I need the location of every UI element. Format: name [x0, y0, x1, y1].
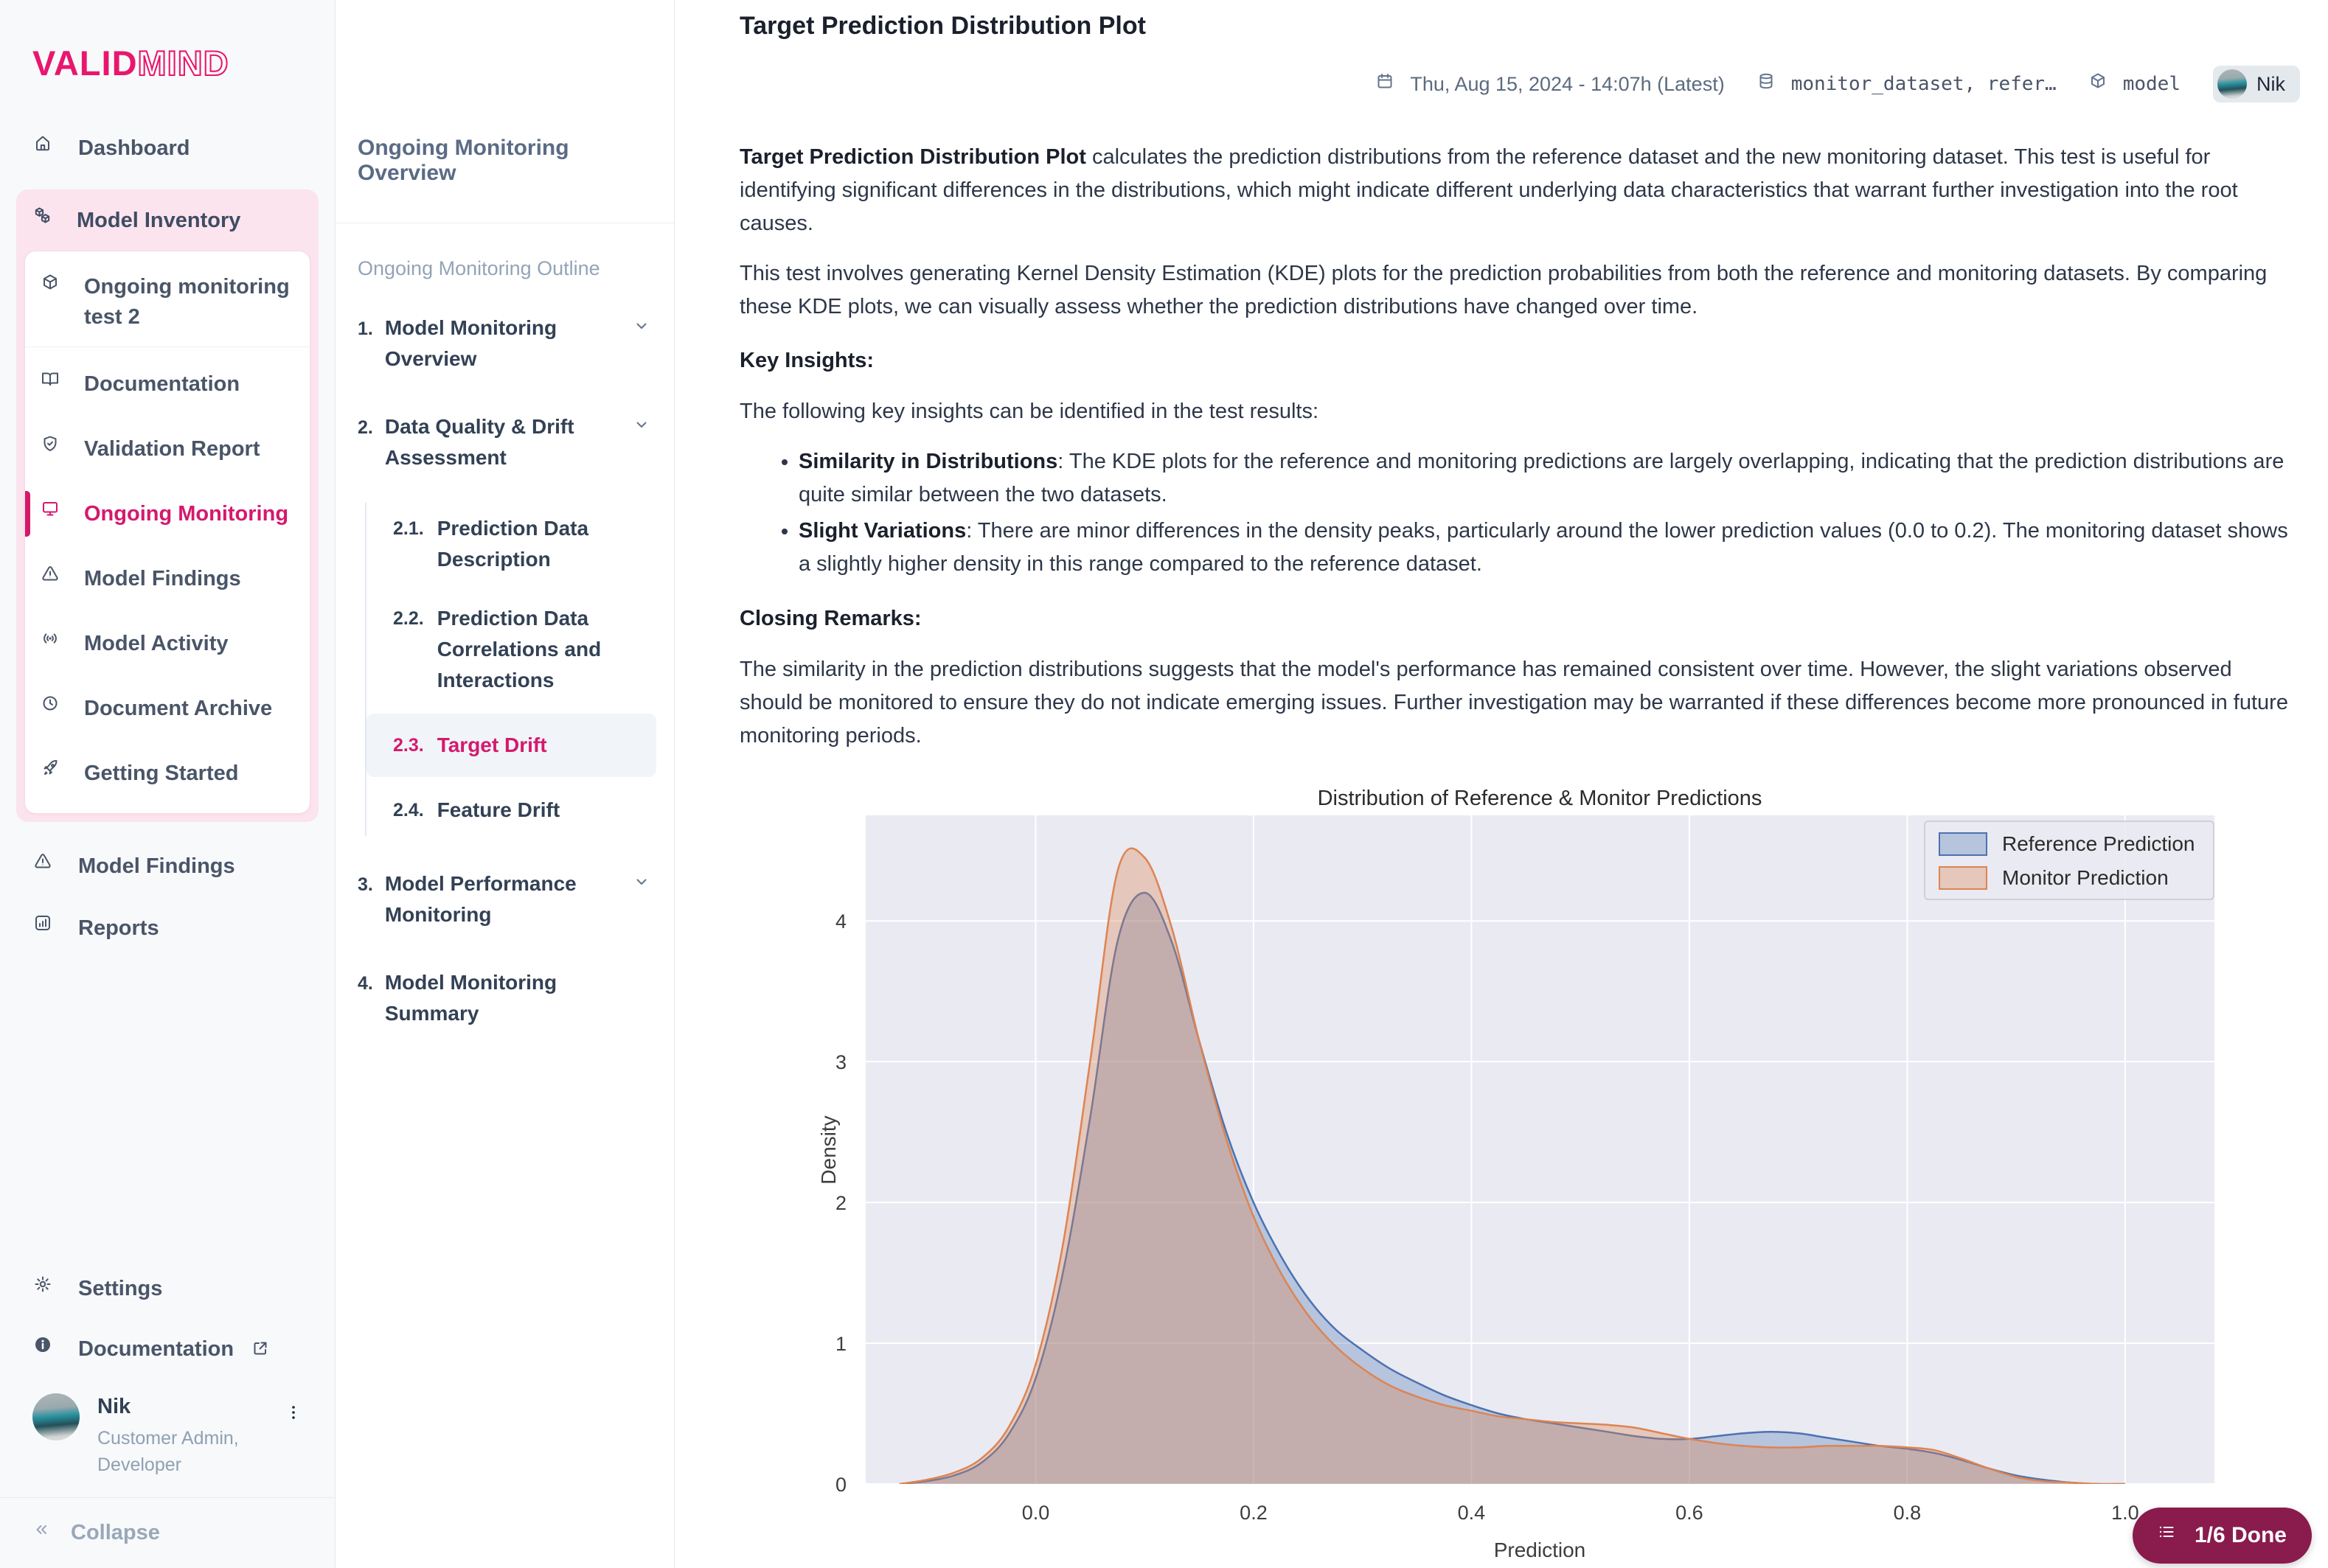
insight-item: • Slight Variations: There are minor differences in the density peaks, particularly around the lower prediction values (0.0 to 0.2). The monitoring dataset shows a slightly higher density in this range compared to the reference dataset.	[799, 515, 2300, 581]
chevron-down-icon[interactable]	[633, 416, 655, 438]
home-icon	[34, 134, 62, 162]
sidebar-item-ongoing-monitoring[interactable]	[25, 481, 310, 546]
warning-triangle-icon	[41, 565, 69, 593]
sidebar-item-label: Reports	[78, 916, 159, 940]
user-roles: Customer Admin, Developer	[97, 1427, 239, 1475]
shield-check-icon	[41, 435, 69, 463]
external-link-icon	[251, 1339, 272, 1360]
meta-row	[740, 66, 2300, 102]
main-content	[675, 0, 2328, 1568]
broadcast-icon	[41, 630, 69, 658]
sidebar-item-dashboard[interactable]	[0, 117, 335, 179]
warning-triangle-icon	[34, 852, 62, 880]
outline-item-label: Model Performance Monitoring	[384, 872, 577, 926]
user-info	[97, 1393, 239, 1479]
checklist-icon	[2158, 1523, 2183, 1548]
clock-icon	[41, 694, 69, 722]
outline-item-2-2[interactable]: 2.2. Prediction Data Correlations and Interactions	[366, 593, 656, 706]
intro-paragraph: Target Prediction Distribution Plot calculates the prediction distributions from the reference dataset and the new monitoring dataset. This test is useful for identifying significant differences in the distributions, which might indicate different underlying data characteristics that warrant further investigation into the root causes.	[740, 145, 2238, 236]
y-axis-label: Density	[817, 1115, 840, 1185]
logo-light: MIND	[137, 43, 229, 83]
legend-swatch-reference	[1939, 833, 1987, 855]
progress-done-label: 1/6 Done	[2194, 1523, 2287, 1547]
legend-label-monitor: Monitor Prediction	[2002, 865, 2169, 889]
kde-paragraph: This test involves generating Kernel Density Estimation (KDE) plots for the prediction probabilities from both the reference and monitoring datasets. By comparing these KDE plots, we can visually assess whether the prediction distributions have changed over time.	[740, 261, 2268, 318]
sidebar-item-getting-started[interactable]	[25, 741, 310, 806]
outline-panel-title: Ongoing Monitoring Overview	[358, 136, 569, 185]
insight-item: • Similarity in Distributions: The KDE plots for the reference and monitoring predictions are largely overlapping, indicating that the prediction distributions are quite similar between the two datasets.	[799, 445, 2300, 512]
outline-item-label: Prediction Data Correlations and Interactions	[437, 607, 602, 691]
outline-panel	[336, 0, 675, 1568]
svg-text:1.0: 1.0	[2111, 1501, 2139, 1524]
sidebar-item-label: Getting Started	[84, 761, 239, 785]
outline-item-1[interactable]: 1. Model Monitoring Overview	[358, 313, 656, 374]
user-profile[interactable]	[0, 1380, 335, 1498]
outline-sublist	[365, 503, 656, 836]
sidebar-item-label: Settings	[78, 1277, 163, 1300]
svg-text:2: 2	[835, 1191, 847, 1214]
collapse-label: Collapse	[71, 1521, 160, 1544]
book-icon	[41, 370, 69, 398]
sidebar-item-global-model-findings[interactable]	[0, 835, 335, 897]
bar-chart-icon	[34, 914, 62, 942]
avatar	[32, 1393, 80, 1440]
meta-date[interactable]	[1376, 72, 1724, 97]
monitor-icon	[41, 500, 69, 528]
svg-text:0: 0	[835, 1473, 847, 1496]
sidebar-item-document-archive[interactable]	[25, 676, 310, 741]
outline-list	[358, 313, 656, 1029]
package-icon	[2089, 72, 2113, 97]
chart-legend	[1925, 821, 2214, 899]
sidebar-item-model-name[interactable]	[25, 257, 310, 344]
sidebar-item-label: Ongoing Monitoring	[84, 501, 289, 526]
sidebar-item-settings[interactable]	[0, 1259, 335, 1320]
sidebar-item-validation-report[interactable]	[25, 417, 310, 481]
legend-label-reference: Reference Prediction	[2002, 832, 2195, 855]
outline-section-label: Ongoing Monitoring Outline	[358, 257, 600, 279]
key-insights-intro: The following key insights can be identified in the test results:	[740, 400, 1319, 424]
kde-chart-figure	[750, 786, 2300, 1568]
sidebar-item-reports[interactable]	[0, 897, 335, 959]
cube-icon	[41, 273, 69, 302]
sidebar-item-model-inventory[interactable]	[16, 189, 319, 251]
user-name: Nik	[97, 1394, 131, 1418]
database-icon	[1757, 72, 1782, 97]
svg-text:3: 3	[835, 1050, 847, 1073]
outline-item-2-1[interactable]: 2.1. Prediction Data Description	[366, 503, 656, 585]
svg-text:0.6: 0.6	[1675, 1501, 1703, 1524]
outline-item-2[interactable]: 2. Data Quality & Drift Assessment	[358, 411, 656, 473]
calendar-icon	[1376, 72, 1400, 97]
svg-text:0.4: 0.4	[1457, 1501, 1486, 1524]
sidebar-item-label: Model Findings	[84, 566, 241, 590]
outline-item-4[interactable]: 4. Model Monitoring Summary	[358, 967, 656, 1029]
outline-item-3[interactable]: 3. Model Performance Monitoring	[358, 868, 656, 930]
svg-text:1: 1	[835, 1332, 847, 1355]
outline-item-2-4[interactable]: 2.4. Feature Drift	[366, 784, 656, 836]
outline-item-label: Feature Drift	[437, 798, 560, 821]
sidebar-item-label: Model Activity	[84, 631, 229, 655]
closing-paragraph: The similarity in the prediction distributions suggests that the model's performance has remained consistent over time. However, the slight variations observed should be monitored to ensure they do not indicate emerging issues. Further investigation may be warranted if these differences become more pronounced in future monitoring periods.	[740, 657, 2288, 748]
svg-text:0.2: 0.2	[1240, 1501, 1268, 1524]
sidebar-item-label: Validation Report	[84, 436, 260, 461]
sidebar-item-label: Model Inventory	[77, 208, 241, 232]
meta-datasets-label: monitor_dataset, refer…	[1790, 73, 2057, 95]
logo-bold: VALID	[32, 43, 138, 83]
svg-text:4: 4	[835, 910, 847, 933]
info-icon	[34, 1336, 62, 1364]
rocket-icon	[41, 759, 69, 787]
key-insights-heading: Key Insights:	[740, 349, 875, 373]
page-title: Target Prediction Distribution Plot	[740, 12, 1146, 40]
progress-done-button[interactable]	[2133, 1508, 2312, 1564]
sidebar-item-model-findings[interactable]	[25, 546, 310, 611]
double-chevron-left-icon	[32, 1521, 58, 1546]
x-axis-label: Prediction	[1493, 1538, 1586, 1561]
meta-user-badge[interactable]	[2213, 66, 2300, 102]
sidebar-item-documentation-link[interactable]	[0, 1320, 335, 1380]
sidebar	[0, 0, 336, 1568]
model-name-label: Ongoing monitoring test 2	[84, 275, 290, 329]
chevron-down-icon[interactable]	[633, 317, 655, 339]
gear-icon	[34, 1275, 62, 1303]
model-card	[25, 251, 310, 813]
test-description	[740, 141, 2300, 753]
sidebar-item-label: Documentation	[78, 1337, 234, 1361]
outline-item-label: Prediction Data Description	[437, 517, 589, 571]
kebab-menu-icon[interactable]	[285, 1404, 310, 1429]
meta-date-label: Thu, Aug 15, 2024 - 14:07h (Latest)	[1410, 72, 1725, 95]
kde-chart	[750, 786, 2232, 1567]
meta-datasets[interactable]	[1757, 72, 2057, 97]
outline-item-label: Data Quality & Drift Assessment	[384, 415, 574, 469]
key-insights-list	[740, 445, 2300, 582]
svg-text:0.0: 0.0	[1021, 1501, 1050, 1524]
cubes-icon	[34, 206, 62, 234]
meta-model-tag[interactable]	[2089, 72, 2181, 97]
closing-remarks-heading: Closing Remarks:	[740, 606, 922, 630]
sidebar-bottom	[0, 1259, 335, 1568]
sidebar-item-label: Model Findings	[78, 854, 235, 878]
collapse-button[interactable]	[0, 1497, 335, 1568]
divider	[25, 346, 310, 347]
sidebar-item-label: Documentation	[84, 372, 240, 396]
avatar	[2217, 69, 2247, 99]
outline-item-label: Target Drift	[437, 734, 547, 756]
validmind-logo	[0, 0, 335, 83]
chart-title: Distribution of Reference & Monitor Predictions	[1317, 786, 1762, 810]
sidebar-item-label: Dashboard	[78, 136, 190, 160]
sidebar-item-documentation[interactable]	[25, 352, 310, 417]
sidebar-item-label: Document Archive	[84, 696, 273, 720]
outline-item-label: Model Monitoring Overview	[384, 316, 557, 370]
meta-model-label: model	[2122, 73, 2181, 95]
legend-swatch-monitor	[1939, 867, 1987, 889]
svg-text:0.8: 0.8	[1893, 1501, 1922, 1524]
outline-item-2-3-active[interactable]: 2.3. Target Drift	[366, 714, 656, 777]
sidebar-item-model-activity[interactable]	[25, 611, 310, 676]
chevron-down-icon[interactable]	[633, 873, 655, 895]
model-inventory-group	[16, 189, 319, 822]
meta-user-name: Nik	[2256, 72, 2285, 95]
outline-item-label: Model Monitoring Summary	[384, 971, 557, 1025]
